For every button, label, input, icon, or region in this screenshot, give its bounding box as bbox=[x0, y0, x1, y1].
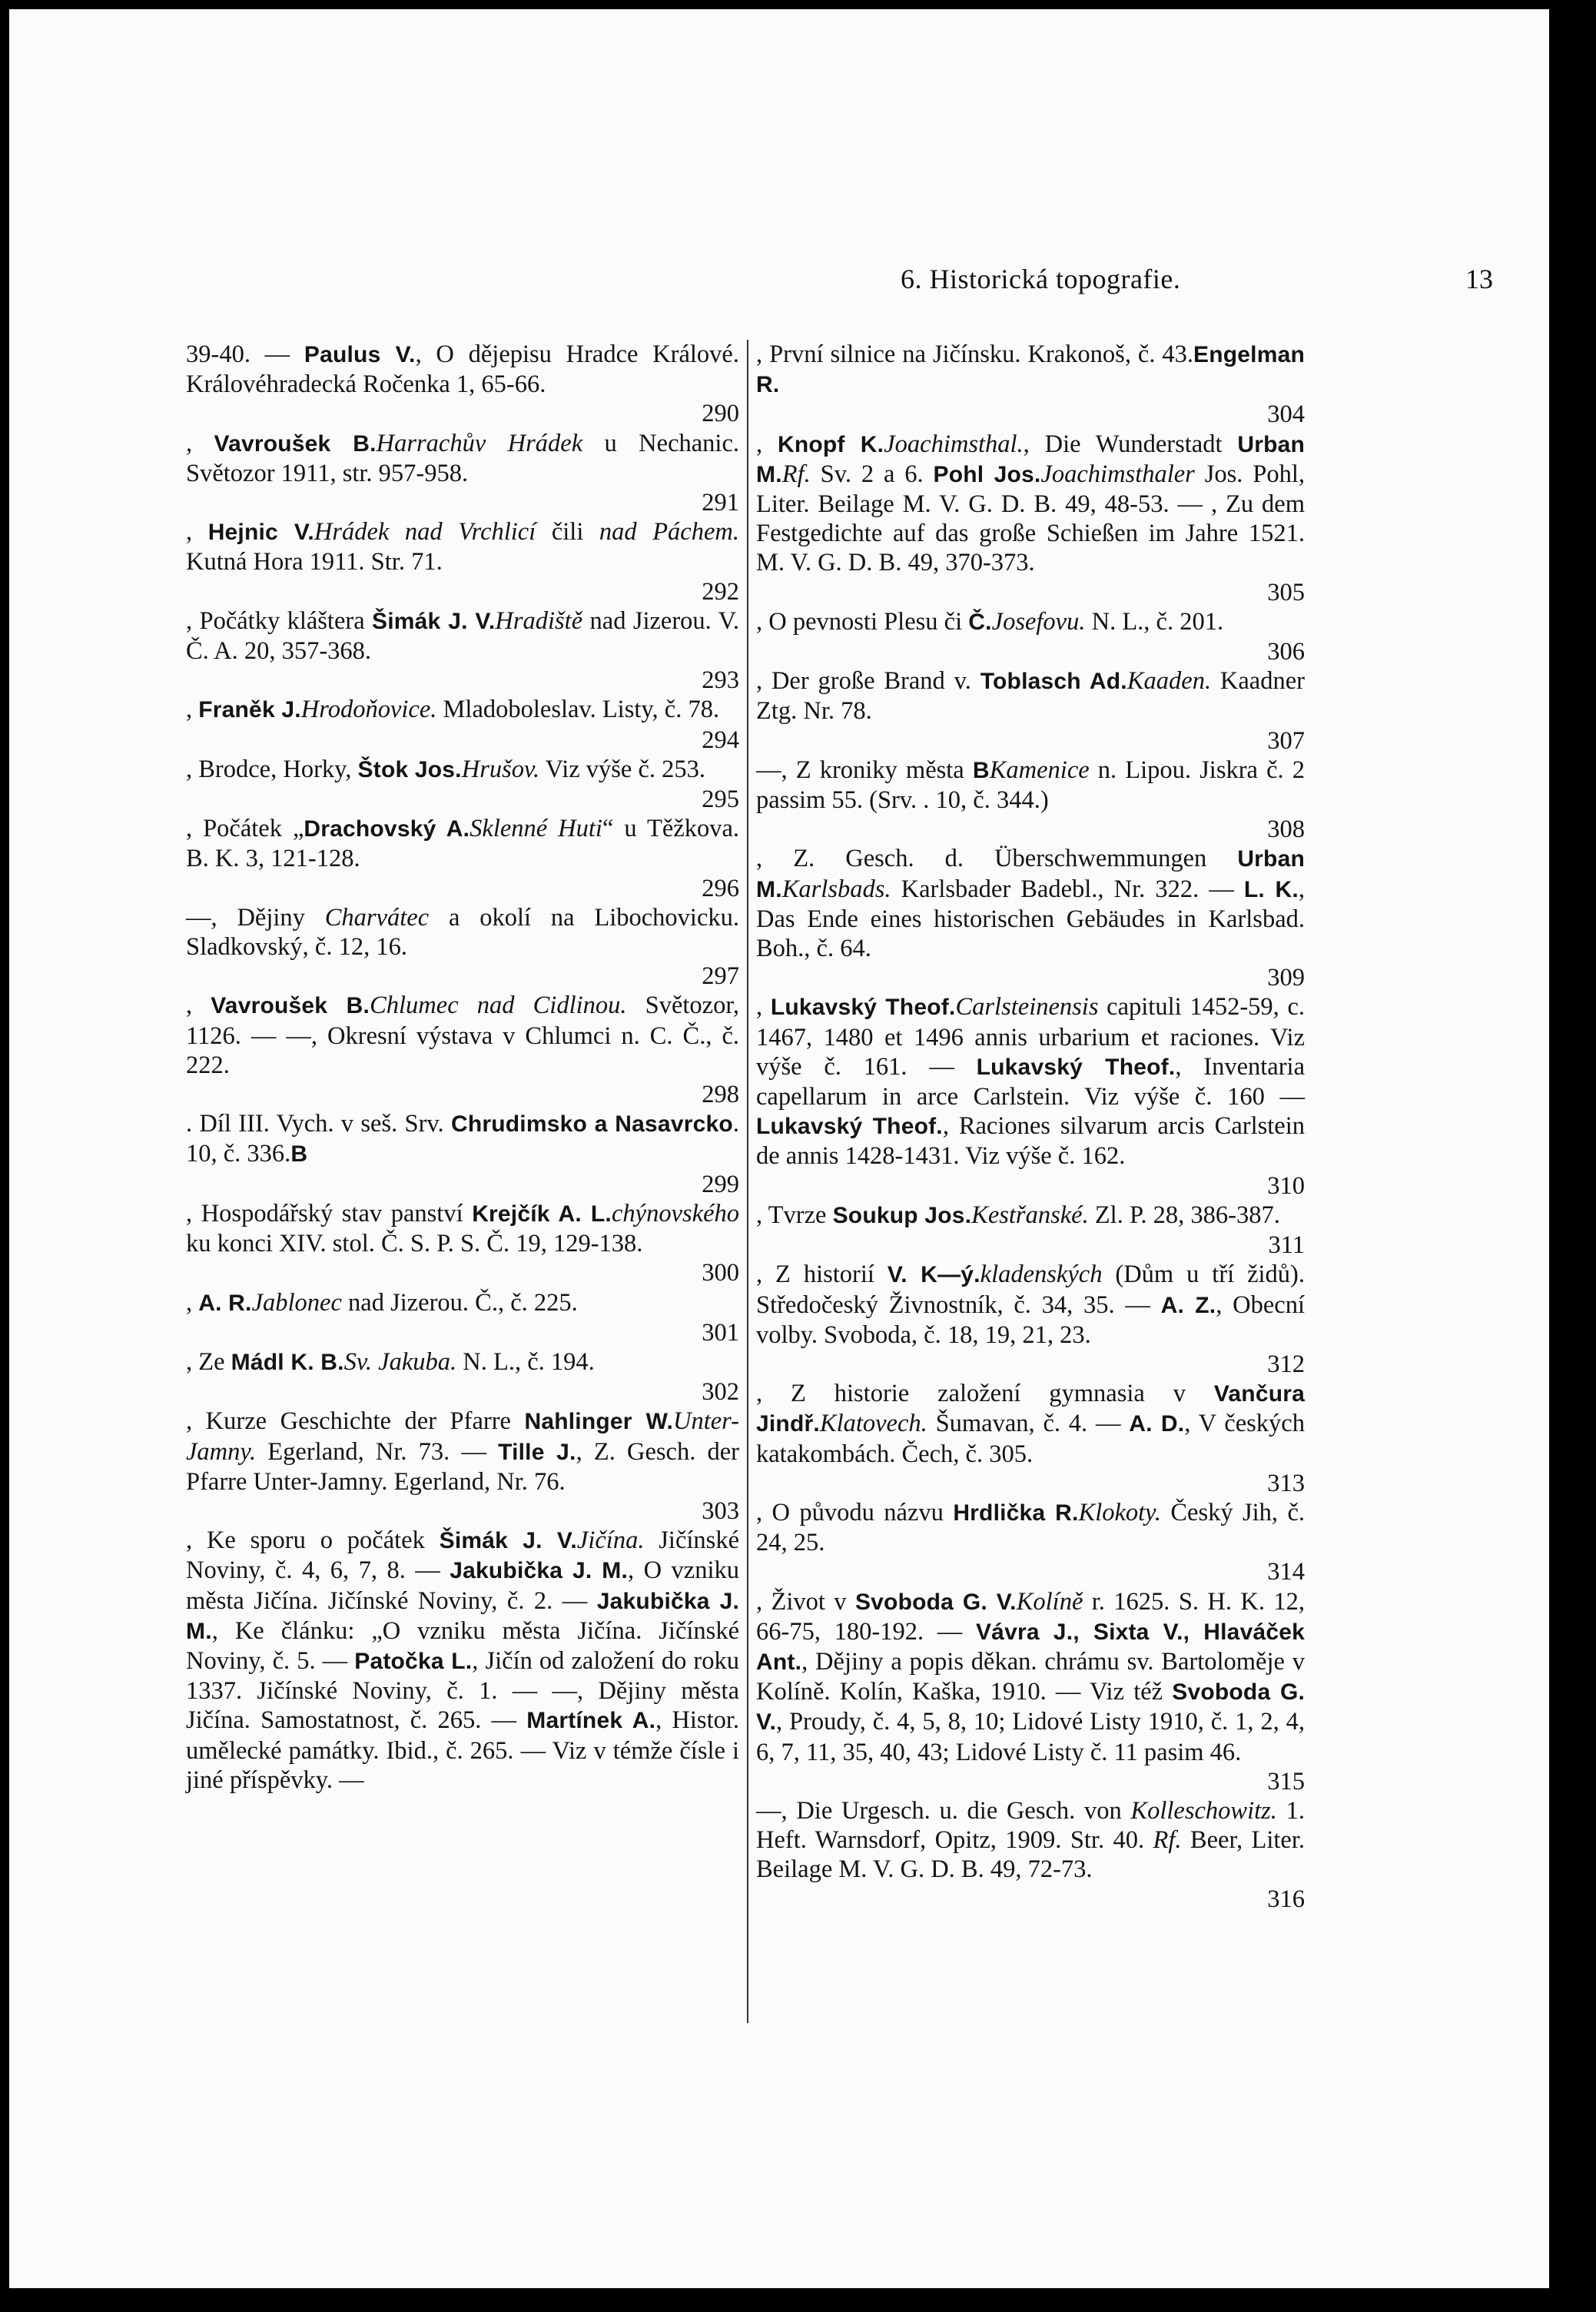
entry-text: Karlsbader Badebl., Nr. 322. — bbox=[891, 875, 1244, 903]
bibliography-entry bbox=[756, 1260, 1305, 1379]
entry-number: 295 bbox=[702, 786, 739, 814]
author-name: Martínek A. bbox=[526, 1708, 656, 1734]
entry-text: Světozor, 1126. — —, Okresní výstava v Chlumci n. C. Č., č. 222. bbox=[186, 992, 739, 1079]
author-name: Hrdlička R. bbox=[953, 1500, 1079, 1526]
place-title: Kolleschowitz. bbox=[1130, 1796, 1277, 1825]
entry-text: čili bbox=[536, 518, 599, 546]
entry-text: , První silnice na Jičínsku. Krakonoš, č. 43. bbox=[756, 340, 1194, 368]
place-title: kladenských bbox=[980, 1261, 1103, 1289]
author-name: Hejnic V. bbox=[207, 520, 314, 546]
place-title: Rf. bbox=[781, 460, 811, 488]
entry-number: 290 bbox=[702, 400, 739, 428]
bibliography-entry bbox=[186, 517, 739, 606]
entry-number: 307 bbox=[1267, 726, 1305, 755]
entry-text: , Z historií bbox=[756, 1261, 888, 1289]
place-title: Joachimsthal. bbox=[884, 430, 1024, 458]
bibliography-entry bbox=[186, 903, 739, 992]
entry-number: 297 bbox=[702, 962, 739, 991]
entry-text: , Brodce, Horky, bbox=[186, 755, 358, 783]
author-name: B bbox=[972, 757, 990, 783]
left-column bbox=[186, 340, 739, 1795]
entry-text: Schießen im Jahre 1521. M. V. G. D. B. 49, 370-373. bbox=[756, 520, 1305, 577]
entry-number: 308 bbox=[1267, 816, 1305, 844]
author-name: Drachovský A. bbox=[304, 816, 470, 842]
entry-number: 313 bbox=[1267, 1469, 1305, 1497]
bibliography-entry bbox=[756, 844, 1305, 992]
entry-text: 1. Heft. Warnsdorf, Opitz, 1909. Str. 40. bbox=[756, 1796, 1305, 1855]
author-name: Franěk J. bbox=[198, 697, 301, 723]
bibliography-entry bbox=[186, 755, 739, 814]
place-title: Chlumec nad Cidlinou. bbox=[370, 992, 627, 1020]
place-title: Hradiště bbox=[495, 606, 583, 635]
section-title: 6. Historická topografie. bbox=[901, 264, 1181, 294]
bibliography-entry bbox=[756, 1796, 1305, 1914]
author-name: A. Z. bbox=[1160, 1292, 1216, 1318]
bibliography-entry bbox=[186, 991, 739, 1109]
entry-text: —, Dějiny bbox=[186, 903, 325, 932]
bibliography-entry bbox=[186, 1407, 739, 1526]
bibliography-entry bbox=[756, 666, 1305, 756]
scanned-page bbox=[9, 9, 1549, 2288]
entry-number: 305 bbox=[1267, 578, 1305, 606]
author-name: Krejčík A. L. bbox=[472, 1201, 612, 1227]
entry-text: , Počátky kláštera bbox=[186, 606, 373, 635]
entry-text: Sv. 2 a 6. bbox=[810, 460, 934, 488]
entry-text: —, Z kroniky města bbox=[756, 756, 973, 784]
author-name: Pohl Jos. bbox=[933, 461, 1041, 487]
place-title: Kamenice bbox=[989, 756, 1090, 784]
author-name: Lukavský Theof. bbox=[756, 1114, 943, 1140]
place-title: Hrádek nad Vrchlicí bbox=[314, 518, 536, 546]
entry-text: n. Lipou. Jiskra č. 2 passim 55. (Srv. bbox=[756, 756, 1305, 815]
place-title: Charvátec bbox=[324, 903, 430, 932]
place-title: Kestřanské. bbox=[971, 1201, 1089, 1229]
author-name: Tille J. bbox=[498, 1439, 576, 1465]
right-column bbox=[756, 340, 1305, 1914]
entry-number: 315 bbox=[1267, 1767, 1305, 1795]
entry-text: , bbox=[186, 1288, 199, 1317]
entry-text: , Život v bbox=[756, 1587, 855, 1616]
entry-text: , bbox=[186, 696, 199, 724]
place-title: Kolíně bbox=[1016, 1587, 1083, 1616]
entry-text: Beer, Liter. Beilage M. V. G. D. B. 49, 72-73. bbox=[756, 1826, 1305, 1884]
entry-number: 293 bbox=[702, 666, 739, 695]
entry-text: , Počátek „ bbox=[186, 815, 304, 843]
entry-text: r. 1625. S. H. K. 12, 66-75, 180-192. — bbox=[756, 1587, 1305, 1646]
author-name: Soukup Jos. bbox=[832, 1202, 972, 1228]
bibliography-entry bbox=[756, 607, 1305, 666]
place-title: nad Páchem. bbox=[599, 518, 740, 546]
entry-text: , O dějepisu Hradce Králové. Královéhradecká Ročenka 1, 65-66. bbox=[186, 340, 739, 399]
author-name: V. K—ý. bbox=[887, 1262, 980, 1288]
entry-text: Viz výše č. 253. bbox=[539, 755, 706, 783]
entry-number: 314 bbox=[1267, 1558, 1305, 1586]
bibliography-entry bbox=[186, 1199, 739, 1288]
author-name: Č. bbox=[968, 609, 992, 635]
bibliography-entry bbox=[756, 992, 1305, 1200]
bibliography-entry bbox=[186, 1109, 739, 1199]
author-name: Urban M. bbox=[756, 846, 1305, 902]
author-name: Chrudimsko a Nasavrcko bbox=[450, 1111, 733, 1138]
entry-text: Egerland, Nr. 73. — bbox=[256, 1437, 499, 1466]
entry-number: 311 bbox=[1268, 1231, 1305, 1260]
author-name: A. R. bbox=[198, 1290, 252, 1316]
entry-text: Jos. Pohl, Liter. Beilage M. V. G. D. B. 49, 48-53. — bbox=[756, 460, 1305, 519]
entry-text: , Der große Brand v. bbox=[756, 667, 980, 696]
entry-text: Kaadner Ztg. Nr. 78. bbox=[756, 667, 1305, 726]
entry-text: . 10, č. 336. bbox=[186, 1110, 739, 1168]
author-name: A. D. bbox=[1129, 1411, 1185, 1437]
entry-text: , Ze bbox=[186, 1347, 231, 1376]
place-title: Harrachův Hrádek bbox=[376, 429, 583, 457]
author-name: Vančura Jindř. bbox=[756, 1381, 1305, 1437]
bibliography-entry bbox=[756, 1498, 1305, 1587]
author-name: Vavroušek B. bbox=[214, 430, 377, 457]
entry-text: Kutná Hora 1911. Str. 71. bbox=[186, 548, 443, 576]
bibliography-entry bbox=[756, 1587, 1305, 1796]
entry-text: Šumavan, č. 4. — bbox=[927, 1410, 1130, 1438]
entry-number: 304 bbox=[1267, 400, 1305, 429]
entry-text: (Dům u tří židů). Středočeský Živnostník, č. 34, 35. — bbox=[756, 1261, 1305, 1319]
author-name: Svoboda G. V. bbox=[756, 1679, 1306, 1736]
running-header bbox=[9, 263, 1549, 301]
entry-text: ku konci XIV. stol. Č. S. P. S. Č. 19, 129-138. bbox=[186, 1230, 643, 1258]
entry-text: , Ke článku: „O vzniku města Jičína. Jičínské Noviny, č. 5. — bbox=[186, 1616, 739, 1675]
entry-text: . Díl III. Vych. v seš. Srv. bbox=[186, 1110, 451, 1138]
author-name: Lukavský Theof. bbox=[976, 1054, 1176, 1080]
place-title: Hrodoňovice. bbox=[300, 696, 437, 724]
entry-text: u Nechanic. Světozor 1911, str. 957-958. bbox=[186, 429, 739, 487]
bibliography-entry bbox=[756, 340, 1305, 430]
entry-number: 298 bbox=[702, 1081, 739, 1109]
bibliography-entry bbox=[186, 606, 739, 696]
entry-text: , Hospodářský stav panství bbox=[186, 1199, 473, 1227]
place-title: Sklenné Huti bbox=[470, 815, 602, 843]
bibliography-entry bbox=[186, 695, 739, 754]
entry-text: , Zu dem Festgedichte auf das große bbox=[756, 490, 1305, 548]
entry-number: 299 bbox=[702, 1170, 739, 1198]
entry-text: , Dějiny a popis děkan. chrámu sv. Bartoloměje v Kolíně. Kolín, Kaška, 1910. — Viz též bbox=[756, 1647, 1305, 1706]
entry-text: , Das Ende eines historischen Gebäudes in Karlsbad. Boh., č. 64. bbox=[756, 875, 1305, 963]
entry-number: 291 bbox=[702, 489, 739, 517]
entry-text: nad Jizerou. V. Č. A. 20, 357-368. bbox=[186, 606, 739, 666]
entry-text: , O pevnosti Plesu či bbox=[756, 607, 969, 636]
entry-text: N. L., č. 201. bbox=[1085, 607, 1224, 636]
entry-text: , Proudy, č. 4, 5, 8, 10; Lidové Listy 1910, č. 1, 2, 4, 6, 7, 11, 35, 40, 43; Lidové Listy č. 11 pasim 46. bbox=[756, 1708, 1305, 1766]
author-name: Patočka L. bbox=[354, 1648, 473, 1674]
bibliography-entry bbox=[186, 814, 739, 903]
page-number: 13 bbox=[1465, 264, 1493, 294]
author-name: Svoboda G. V. bbox=[854, 1589, 1017, 1615]
entry-text: , Obecní volby. Svoboda, č. 18, 19, 21, 23. bbox=[756, 1291, 1305, 1349]
entry-text: , O vzniku města Jičína. Jičínské Noviny, č. 2. — bbox=[186, 1556, 739, 1615]
entry-number: 301 bbox=[702, 1318, 739, 1347]
bibliography-entry bbox=[756, 1379, 1305, 1498]
place-title: Karlsbads. bbox=[781, 875, 891, 903]
entry-text: N. L., č. 194. bbox=[456, 1347, 595, 1376]
entry-text: Mladoboleslav. Listy, č. 78. bbox=[436, 696, 720, 724]
entry-text: , bbox=[756, 993, 771, 1021]
entry-text: , Die Wunderstadt bbox=[1023, 430, 1238, 458]
entry-number: 312 bbox=[1267, 1350, 1305, 1378]
entry-number: 296 bbox=[702, 874, 739, 902]
entry-text: , Jičín od založení do roku 1337. Jičínské Noviny, č. 1. — —, Dějiny města Jičína. Samostatnost, č. 265. — bbox=[186, 1646, 739, 1735]
entry-text: a okolí na Libochovicku. Sladkovský, č. 12, 16. bbox=[186, 903, 739, 962]
entry-text: , Z historie založení gymnasia v bbox=[756, 1380, 1214, 1408]
entry-text: , Ke sporu o počátek bbox=[186, 1526, 440, 1555]
entry-text: , Tvrze bbox=[756, 1201, 833, 1229]
place-title: chýnovského bbox=[611, 1199, 740, 1227]
entry-text: . 10, č. 344.) bbox=[923, 786, 1049, 815]
author-name: Paulus V. bbox=[304, 342, 416, 367]
author-name: Štok Jos. bbox=[357, 756, 462, 782]
entry-number: 306 bbox=[1267, 638, 1305, 666]
entry-text: capituli 1452-59, c. 1467, 1480 et 1496 annis urbarium et raciones. Viz výše č. 161. — bbox=[756, 993, 1306, 1081]
bibliography-entry bbox=[756, 756, 1305, 845]
author-name: Urban M. bbox=[756, 431, 1306, 487]
bibliography-entry bbox=[756, 430, 1305, 607]
bibliography-entry bbox=[186, 1347, 739, 1407]
entry-text: Zl. P. 28, 386-387. bbox=[1088, 1201, 1280, 1229]
place-title: Hrušov. bbox=[461, 755, 540, 783]
author-name: L. K. bbox=[1243, 876, 1299, 902]
entry-text: , Z. Gesch. der Pfarre Unter-Jamny. Egerland, Nr. 76. bbox=[186, 1437, 739, 1496]
author-name: Vavroušek B. bbox=[211, 993, 370, 1019]
place-title: Unter-Jamny. bbox=[186, 1407, 739, 1466]
bibliography-entry bbox=[186, 1288, 739, 1347]
entry-text: , bbox=[186, 518, 208, 546]
entry-number: 302 bbox=[702, 1378, 739, 1407]
place-title: Josefovu. bbox=[991, 607, 1086, 636]
place-title: Jablonec bbox=[251, 1288, 342, 1317]
author-name: Knopf K. bbox=[777, 431, 884, 457]
entry-text: nad Jizerou. Č., č. 225. bbox=[341, 1288, 578, 1317]
bibliography-entry bbox=[186, 1526, 739, 1795]
place-title: Joachimsthaler bbox=[1040, 460, 1195, 488]
entry-text: , V českých katakombách. Čech, č. 305. bbox=[756, 1410, 1305, 1468]
bibliography-entry bbox=[186, 340, 739, 429]
author-name: B bbox=[290, 1141, 308, 1168]
author-name: Šimák J. V. bbox=[439, 1528, 577, 1554]
place-title: Klokoty. bbox=[1078, 1498, 1161, 1526]
place-title: Jičína. bbox=[576, 1526, 645, 1555]
author-name: Mádl K. B. bbox=[231, 1349, 344, 1375]
column-rule bbox=[747, 340, 748, 2023]
bibliography-entry bbox=[186, 429, 739, 518]
entry-text: , Kurze Geschichte der Pfarre bbox=[186, 1407, 525, 1436]
entry-text: , bbox=[186, 429, 214, 457]
bibliography-entry bbox=[756, 1201, 1305, 1260]
entry-text: “ u Těžkova. B. K. 3, 121-128. bbox=[186, 815, 740, 873]
entry-text: Český Jih, č. 24, 25. bbox=[756, 1498, 1305, 1557]
entry-text: , bbox=[186, 992, 211, 1020]
entry-text: 39-40. — bbox=[186, 340, 304, 368]
entry-text: , Z. Gesch. d. Überschwemmungen bbox=[756, 845, 1238, 873]
place-title: Sv. Jakuba. bbox=[343, 1347, 457, 1376]
entry-number: 316 bbox=[1267, 1885, 1305, 1913]
entry-text: Jičínské Noviny, č. 4, 6, 7, 8. — bbox=[186, 1526, 739, 1585]
entry-text: , Raciones silvarum arcis Carlstein de annis 1428-1431. Viz výše č. 162. bbox=[756, 1112, 1305, 1171]
entry-text: , O původu názvu bbox=[756, 1498, 954, 1526]
entry-number: 310 bbox=[1267, 1171, 1305, 1200]
author-name: Vávra J., Sixta V., Hlaváček Ant. bbox=[756, 1619, 1305, 1675]
author-name: Jakubička J. M. bbox=[450, 1558, 629, 1584]
author-name: Toblasch Ad. bbox=[980, 669, 1127, 695]
entry-text: , Histor. umělecké památky. Ibid., č. 265. — Viz v témže čísle i jiné příspěvky. — bbox=[186, 1706, 739, 1794]
author-name: Jakubička J. M. bbox=[186, 1588, 739, 1644]
entry-text: —, Die Urgesch. u. die Gesch. von bbox=[756, 1796, 1131, 1825]
author-name: Šimák J. V. bbox=[372, 608, 496, 634]
place-title: Kaaden. bbox=[1126, 667, 1212, 696]
place-title: Klatovech. bbox=[819, 1410, 927, 1438]
entry-text: , Inventaria capellarum in arce Carlstein. Viz výše č. 160 — bbox=[756, 1052, 1305, 1111]
entry-number: 309 bbox=[1267, 964, 1305, 992]
author-name: Engelman R. bbox=[756, 342, 1305, 398]
author-name: Nahlinger W. bbox=[524, 1409, 673, 1435]
place-title: Carlsteinensis bbox=[955, 993, 1099, 1021]
entry-number: 303 bbox=[702, 1496, 739, 1525]
place-title: Rf. bbox=[1153, 1826, 1182, 1855]
entry-number: 294 bbox=[702, 726, 739, 754]
entry-number: 300 bbox=[702, 1259, 739, 1287]
author-name: Lukavský Theof. bbox=[770, 995, 956, 1021]
entry-text: , bbox=[756, 430, 778, 458]
entry-number: 292 bbox=[702, 577, 739, 606]
